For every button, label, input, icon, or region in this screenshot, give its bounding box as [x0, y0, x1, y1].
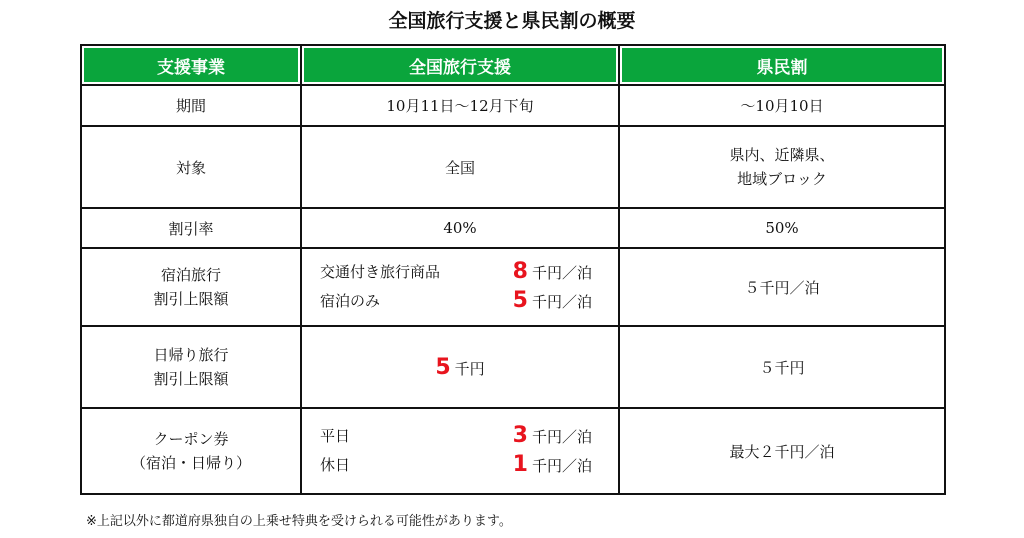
table-row-period [81, 85, 945, 126]
coupon-item-name: 休日 [320, 456, 351, 474]
stay-national [301, 248, 619, 326]
coupon-label-line1: クーポン券 [153, 430, 229, 448]
daytrip-amount: 5 [435, 354, 451, 380]
stay-item-unit: 千円／泊 [531, 293, 592, 311]
coupon-item-amount: 1 [512, 452, 528, 477]
stay-item-unit: 千円／泊 [531, 264, 592, 282]
stay-label-line1: 宿泊旅行 [160, 266, 221, 284]
daytrip-prefecture: ５千円 [619, 326, 945, 408]
coupon-national [301, 408, 619, 494]
daytrip-unit: 千円 [454, 359, 485, 378]
target-prefecture-line2: 地域ブロック [737, 170, 827, 188]
row-label-daytrip [81, 326, 301, 408]
stay-item-name: 宿泊のみ [320, 292, 381, 310]
page-title: 全国旅行支援と県民割の概要 [388, 10, 636, 32]
table-row-rate [81, 208, 945, 248]
coupon-item-unit: 千円／泊 [531, 428, 592, 446]
row-label-period: 期間 [81, 85, 301, 126]
target-prefecture-line1: 県内、近隣県、 [729, 146, 835, 164]
row-label-coupon [81, 408, 301, 494]
header-cell-program: 支援事業 [81, 45, 301, 85]
stay-item-amount: 8 [512, 259, 528, 284]
row-label-target: 対象 [81, 126, 301, 208]
period-prefecture: 〜10月10日 [619, 85, 945, 126]
table-row-coupon [81, 408, 945, 494]
stay-prefecture: ５千円／泊 [619, 248, 945, 326]
row-label-rate: 割引率 [81, 208, 301, 248]
daytrip-label-line1: 日帰り旅行 [153, 346, 229, 364]
table-row-stay [81, 248, 945, 326]
header-cell-prefecture: 県民割 [619, 45, 945, 85]
stay-item-amount-cell [513, 288, 592, 315]
coupon-label-line2: （宿泊・日帰り） [130, 454, 251, 472]
target-prefecture [619, 126, 945, 208]
period-national: 10月11日〜12月下旬 [301, 85, 619, 126]
daytrip-label-line2: 割引上限額 [153, 370, 229, 388]
table-row-target [81, 126, 945, 208]
coupon-item-amount-cell [513, 452, 592, 479]
stay-item-name: 交通付き旅行商品 [320, 263, 441, 281]
rate-prefecture: 50% [619, 208, 945, 248]
footnote: ※上記以外に都道府県独自の上乗せ特典を受けられる可能性があります。 [86, 514, 512, 529]
comparison-table [80, 44, 946, 495]
coupon-item-amount-cell [513, 423, 592, 450]
stay-item-amount: 5 [512, 288, 528, 313]
daytrip-national [301, 326, 619, 408]
row-label-stay [81, 248, 301, 326]
coupon-prefecture: 最大２千円／泊 [619, 408, 945, 494]
coupon-item-amount: 3 [512, 423, 528, 448]
target-national: 全国 [301, 126, 619, 208]
header-cell-national: 全国旅行支援 [301, 45, 619, 85]
stay-item-amount-cell [513, 259, 592, 286]
rate-national: 40% [301, 208, 619, 248]
header-row [81, 45, 945, 85]
stay-label-line2: 割引上限額 [153, 290, 229, 308]
table-row-daytrip [81, 326, 945, 408]
coupon-item-unit: 千円／泊 [531, 457, 592, 475]
coupon-item-name: 平日 [320, 427, 351, 445]
